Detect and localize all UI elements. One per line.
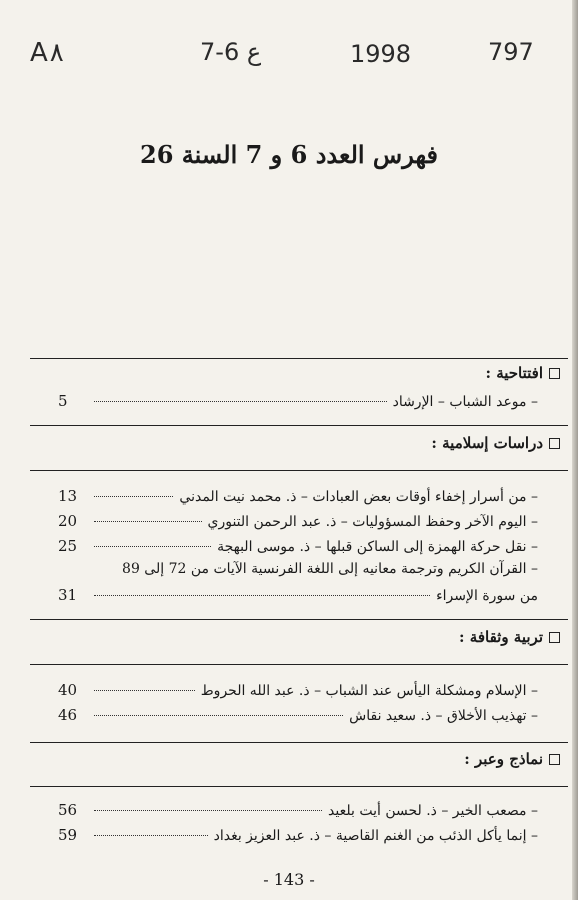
divider	[30, 742, 568, 743]
dot-leader	[94, 595, 430, 596]
toc-entry	[58, 681, 538, 699]
toc-entry	[58, 826, 538, 844]
entry-title: – مصعب الخير – ذ. لحسن أيت بلعيد	[328, 803, 538, 819]
handwritten-note: A٨	[30, 38, 64, 68]
entry-title: – إنما يأكل الذئب من الغنم القاصية – ذ. عبد العزيز بغداد	[213, 828, 538, 844]
section-heading-label: نماذج وعبر :	[464, 750, 543, 768]
dot-leader	[94, 496, 173, 497]
page-title: فهرس العدد 6 و 7 السنة 26	[140, 140, 438, 169]
dot-leader	[94, 715, 343, 716]
entry-title: – اليوم الآخر وحفظ المسؤوليات – ذ. عبد الرحمن التنوري	[207, 514, 538, 530]
toc-entry	[58, 512, 538, 530]
toc-entry	[58, 561, 538, 577]
page-edge-shadow	[572, 0, 578, 900]
entry-title: – القرآن الكريم وترجمة معانيه إلى اللغة الفرنسية الآيات من 72 إلى 89	[122, 561, 538, 577]
section-heading	[30, 434, 560, 452]
dot-leader	[94, 521, 202, 522]
dot-leader	[94, 810, 322, 811]
entry-page: 46	[58, 706, 78, 724]
dot-leader	[94, 401, 387, 402]
section-heading-label: دراسات إسلامية :	[431, 434, 543, 452]
handwritten-note: ع 6-7	[200, 38, 262, 66]
entry-title: – من أسرار إخفاء أوقات بعض العبادات – ذ. محمد نيت المدني	[179, 489, 538, 505]
entry-page: 13	[58, 487, 78, 505]
divider	[30, 664, 568, 665]
entry-title: – نقل حركة الهمزة إلى الساكن قبلها – ذ. موسى البهجة	[217, 539, 538, 555]
handwritten-note: 1998	[350, 40, 412, 68]
dot-leader	[94, 690, 195, 691]
divider	[30, 619, 568, 620]
checkbox-square-icon	[549, 754, 560, 765]
toc-entry	[58, 537, 538, 555]
entry-title: – الإسلام ومشكلة اليأس عند الشباب – ذ. عبد الله الحروط	[200, 683, 538, 699]
divider	[30, 358, 568, 359]
toc-entry	[58, 586, 538, 604]
divider	[30, 425, 568, 426]
section-heading-label: تربية وثقافة :	[459, 628, 543, 646]
entry-page: 20	[58, 512, 78, 530]
entry-page: 31	[58, 586, 78, 604]
toc-entry	[58, 706, 538, 724]
handwritten-note: 797	[488, 38, 534, 66]
divider	[30, 786, 568, 787]
entry-page: 25	[58, 537, 78, 555]
section-heading-label: افتتاحية :	[485, 364, 543, 382]
checkbox-square-icon	[549, 368, 560, 379]
page-number: - 143 -	[263, 870, 315, 889]
dot-leader	[94, 835, 208, 836]
toc-entry	[58, 392, 538, 410]
section-heading	[30, 628, 560, 646]
dot-leader	[94, 546, 211, 547]
divider	[30, 470, 568, 471]
checkbox-square-icon	[549, 632, 560, 643]
entry-title: – تهذيب الأخلاق – ذ. سعيد نقاش	[349, 708, 538, 724]
toc-entry	[58, 801, 538, 819]
entry-title: – موعد الشباب – الإرشاد	[392, 394, 538, 410]
entry-page: 56	[58, 801, 78, 819]
entry-title: من سورة الإسراء	[436, 588, 538, 604]
section-heading	[30, 364, 560, 382]
entry-page: 5	[58, 392, 68, 410]
entry-page: 59	[58, 826, 78, 844]
checkbox-square-icon	[549, 438, 560, 449]
toc-entry	[58, 487, 538, 505]
entry-page: 40	[58, 681, 78, 699]
section-heading	[30, 750, 560, 768]
